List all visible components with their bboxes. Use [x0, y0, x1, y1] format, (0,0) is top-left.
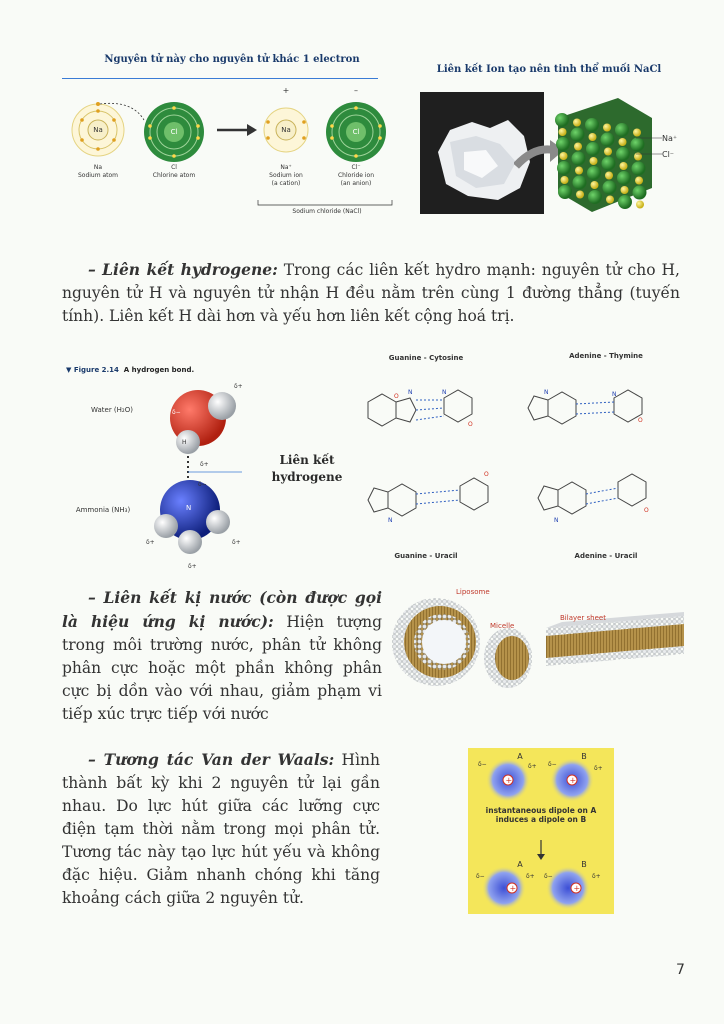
- arrow-down-icon: [537, 854, 545, 860]
- svg-text:δ+: δ+: [594, 765, 603, 772]
- label-cl-ion: Cl⁻: [351, 164, 361, 171]
- label-chlorine-atom: Chlorine atom: [152, 172, 196, 179]
- ion-charge-minus: –: [354, 86, 358, 95]
- svg-text:δ+: δ+: [592, 873, 601, 880]
- label-chloride-ion: Chloride ion: [337, 172, 374, 179]
- liposome-label: Liposome: [456, 588, 490, 596]
- svg-text:δ−: δ−: [172, 409, 181, 416]
- ion-symbol-cl: Cl: [352, 128, 360, 136]
- para-hydrogen-text: Trong các liên kết hydro mạnh: nguyên tử cho H, nguyên tử H và nguyên tử nhận H đều nằm trên cùng 1 đường thẳng (tuyến tính). Liên kết H dài hơn và yếu hơn liên kết cộng hoá trị.: [62, 261, 680, 325]
- bilayer-label: Bilayer sheet: [560, 614, 606, 622]
- svg-text:O: O: [638, 417, 643, 424]
- atom-symbol-na: Na: [93, 126, 103, 134]
- electron-transfer-title: Nguyên tử này cho nguyên tử khác 1 electron: [104, 54, 360, 65]
- para-vdw-text: Hình thành bất kỳ khi 2 nguyên tử lại gần nhau. Do lực hút giữa các lưỡng cực điện tạm thời nằm trong mọi phân tử. Tương tác này tạo lực hút yếu và không đặc hiệu. Giảm nhanh chóng khi tăng khoảng cách giữa 2 nguyên tử.: [62, 751, 380, 907]
- pair-label-gu: Guanine - Uracil: [394, 552, 458, 560]
- micelle-label: Micelle: [490, 622, 515, 630]
- label-cl: Cl: [171, 164, 177, 171]
- dipole-label-a-bottom: A: [517, 860, 523, 869]
- svg-text:N: N: [186, 504, 192, 512]
- svg-text:δ−: δ−: [478, 761, 487, 768]
- para-van-der-waals: [62, 748, 380, 910]
- label-sodium-chloride: Sodium chloride (NaCl): [292, 208, 362, 215]
- hbond-center-label: [270, 452, 344, 486]
- svg-text:δ−: δ−: [544, 873, 553, 880]
- atom-symbol-cl: Cl: [170, 128, 178, 136]
- svg-text:δ+: δ+: [188, 563, 197, 570]
- svg-text:O: O: [394, 393, 399, 400]
- label-sodium-ion: Sodium ion: [269, 172, 303, 179]
- svg-text:N: N: [442, 389, 447, 396]
- para-hydrophobic: [62, 586, 382, 726]
- svg-text:O: O: [468, 421, 473, 428]
- svg-text:δ+: δ+: [200, 461, 209, 468]
- svg-text:N: N: [388, 517, 393, 524]
- svg-text:δ−: δ−: [198, 481, 207, 488]
- label-cation: (a cation): [271, 180, 301, 187]
- svg-text:δ−: δ−: [476, 873, 485, 880]
- svg-text:δ+: δ+: [232, 539, 241, 546]
- svg-text:δ+: δ+: [234, 383, 243, 390]
- para-hydrogen-lead: – Liên kết hydrogene:: [88, 260, 278, 279]
- nacl-crystal-figure: [418, 58, 686, 218]
- ammonia-label: Ammonia (NH₃): [75, 506, 131, 514]
- center-label-line1: Liên kết: [279, 453, 335, 467]
- ion-symbol-na: Na: [281, 126, 291, 134]
- svg-text:N: N: [554, 517, 559, 524]
- nacl-title: Liên kết Ion tạo nên tinh thể muối NaCl: [436, 64, 662, 75]
- label-sodium-atom: Sodium atom: [77, 172, 119, 179]
- svg-text:N: N: [612, 391, 617, 398]
- label-na-ion: Na⁺: [280, 164, 292, 171]
- svg-text:+: +: [509, 884, 517, 893]
- svg-text:N: N: [544, 389, 549, 396]
- svg-text:δ+: δ+: [528, 763, 537, 770]
- lipid-assemblies-icon: [392, 584, 688, 696]
- svg-text:+: +: [573, 884, 581, 893]
- para-hydrophobic-text: Hiện tượng trong môi trường nước, phân tử không phân cực hoặc một phần không phân cực bị dồn vào với nhau, giảm phạm vi tiếp xúc trực tiếp với nước: [62, 613, 382, 723]
- svg-text:N: N: [408, 389, 413, 396]
- para-vdw-lead: – Tương tác Van der Waals:: [88, 750, 335, 769]
- svg-text:δ+: δ+: [526, 873, 535, 880]
- dipole-figure: [468, 748, 614, 914]
- pair-label-at: Adenine - Thymine: [569, 352, 643, 360]
- dipole-label-b-top: B: [581, 752, 587, 761]
- dipole-induction-icon: [468, 748, 614, 914]
- svg-text:+: +: [505, 776, 513, 785]
- electron-transfer-figure: [62, 50, 400, 222]
- dipole-label-a-top: A: [517, 752, 523, 761]
- base-pairs-icon: [348, 362, 688, 562]
- figure-marker-icon: ▼: [66, 366, 74, 374]
- svg-text:O: O: [644, 507, 649, 514]
- water-label: Water (H₂O): [91, 406, 133, 414]
- dipole-label-b-bottom: B: [581, 860, 587, 869]
- legend-cl: Cl⁻: [662, 150, 675, 159]
- arrow-right-icon: [247, 124, 257, 136]
- label-na: Na: [93, 164, 103, 171]
- atom-diagrams: [62, 50, 400, 222]
- para-hydrogen-bond: [62, 258, 680, 328]
- svg-text:δ+: δ+: [146, 539, 155, 546]
- legend-leader-lines: [636, 132, 666, 162]
- ion-charge-plus: +: [282, 86, 290, 95]
- svg-text:O: O: [484, 471, 489, 478]
- figure-number: Figure 2.14: [73, 366, 119, 374]
- legend-na: Na⁺: [662, 134, 678, 143]
- svg-text:H: H: [182, 439, 187, 446]
- para-hydrophobic-lead: – Liên kết kị nước (còn được gọi là hiệu ứng kị nước):: [62, 588, 382, 631]
- svg-text:δ−: δ−: [548, 761, 557, 768]
- lipid-structures-figure: [392, 584, 688, 696]
- water-ammonia-icon: [142, 348, 272, 570]
- center-label-line2: hydrogene: [271, 470, 343, 484]
- dipole-caption: instantaneous dipole on A induces a dipole on B: [485, 806, 597, 824]
- page-number: 7: [676, 962, 685, 978]
- pair-label-au: Adenine - Uracil: [574, 552, 638, 560]
- figure-title: A hydrogen bond.: [123, 366, 195, 374]
- pair-label-gc: Guanine - Cytosine: [388, 354, 464, 362]
- hydrogen-bond-figure: [62, 348, 686, 570]
- svg-text:+: +: [569, 776, 577, 785]
- label-anion: (an anion): [340, 180, 372, 187]
